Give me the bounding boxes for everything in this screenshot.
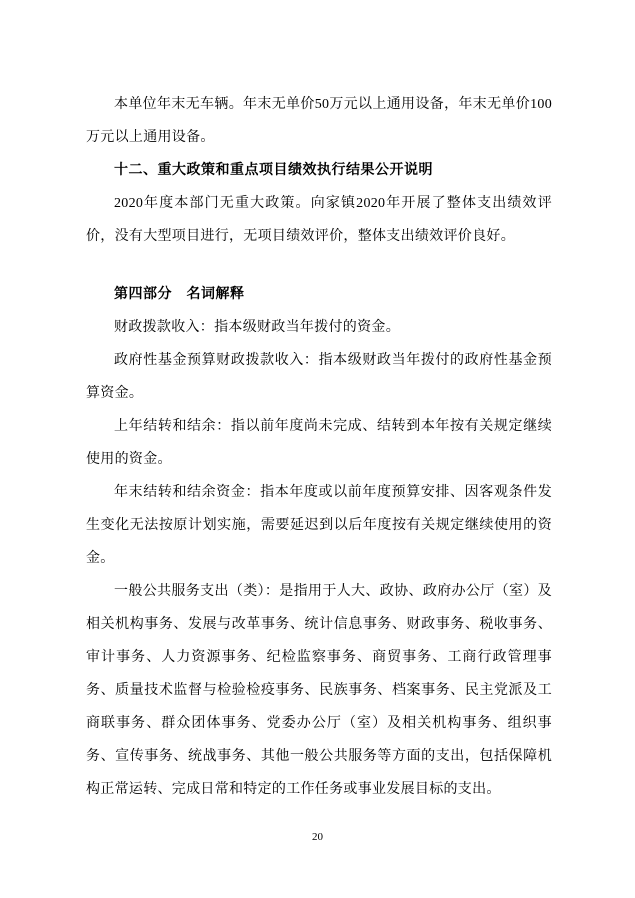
paragraph-vehicles-equipment: 本单位年末无车辆。年末无单价50万元以上通用设备，年末无单价100万元以上通用设备。 (86, 97, 552, 145)
paragraph-term-prior-year-carryover: 上年结转和结余：指以前年度尚未完成、结转到本年按有关规定继续使用的资金。 (86, 419, 552, 467)
paragraph-term-general-public-services: 一般公共服务支出（类）：是指用于人大、政协、政府办公厅（室）及相关机构事务、发展与改革事务、统计信息事务、财政事务、税收事务、审计事务、人力资源事务、纪检监察事务、商贸事务、工商行政管理事务、质量技术监督与检验检疫事务、民族事务、档案事务、民主党派及工商联事务、群众团体事务、党委办公厅（室）及相关机构事务、组织事务、宣传事务、统战事务、其他一般公共服务等方面的支出，包括保障机构正常运转、完成日常和特定的工作任务或事业发展目标的支出。 (86, 584, 552, 797)
paragraph-term-year-end-carryover: 年末结转和结余资金：指本年度或以前年度预算安排、因客观条件发生变化无法按原计划实施，需要延迟到以后年度按有关规定继续使用的资金。 (86, 485, 552, 566)
section-heading-part4: 第四部分 名词解释 (114, 287, 245, 302)
document-content (86, 88, 552, 806)
paragraph-policy-performance: 2020年度本部门无重大政策。向家镇2020年开展了整体支出绩效评价，没有大型项目进行，无项目绩效评价，整体支出绩效评价良好。 (86, 196, 552, 244)
section-heading-12: 十二、重大政策和重点项目绩效执行结果公开说明 (114, 163, 433, 178)
paragraph-term-fiscal-appropriation-income: 财政拨款收入：指本级财政当年拨付的资金。 (114, 320, 400, 335)
page-number: 20 (312, 831, 323, 843)
paragraph-term-government-fund-budget: 政府性基金预算财政拨款收入：指本级财政当年拨付的政府性基金预算资金。 (86, 353, 552, 401)
